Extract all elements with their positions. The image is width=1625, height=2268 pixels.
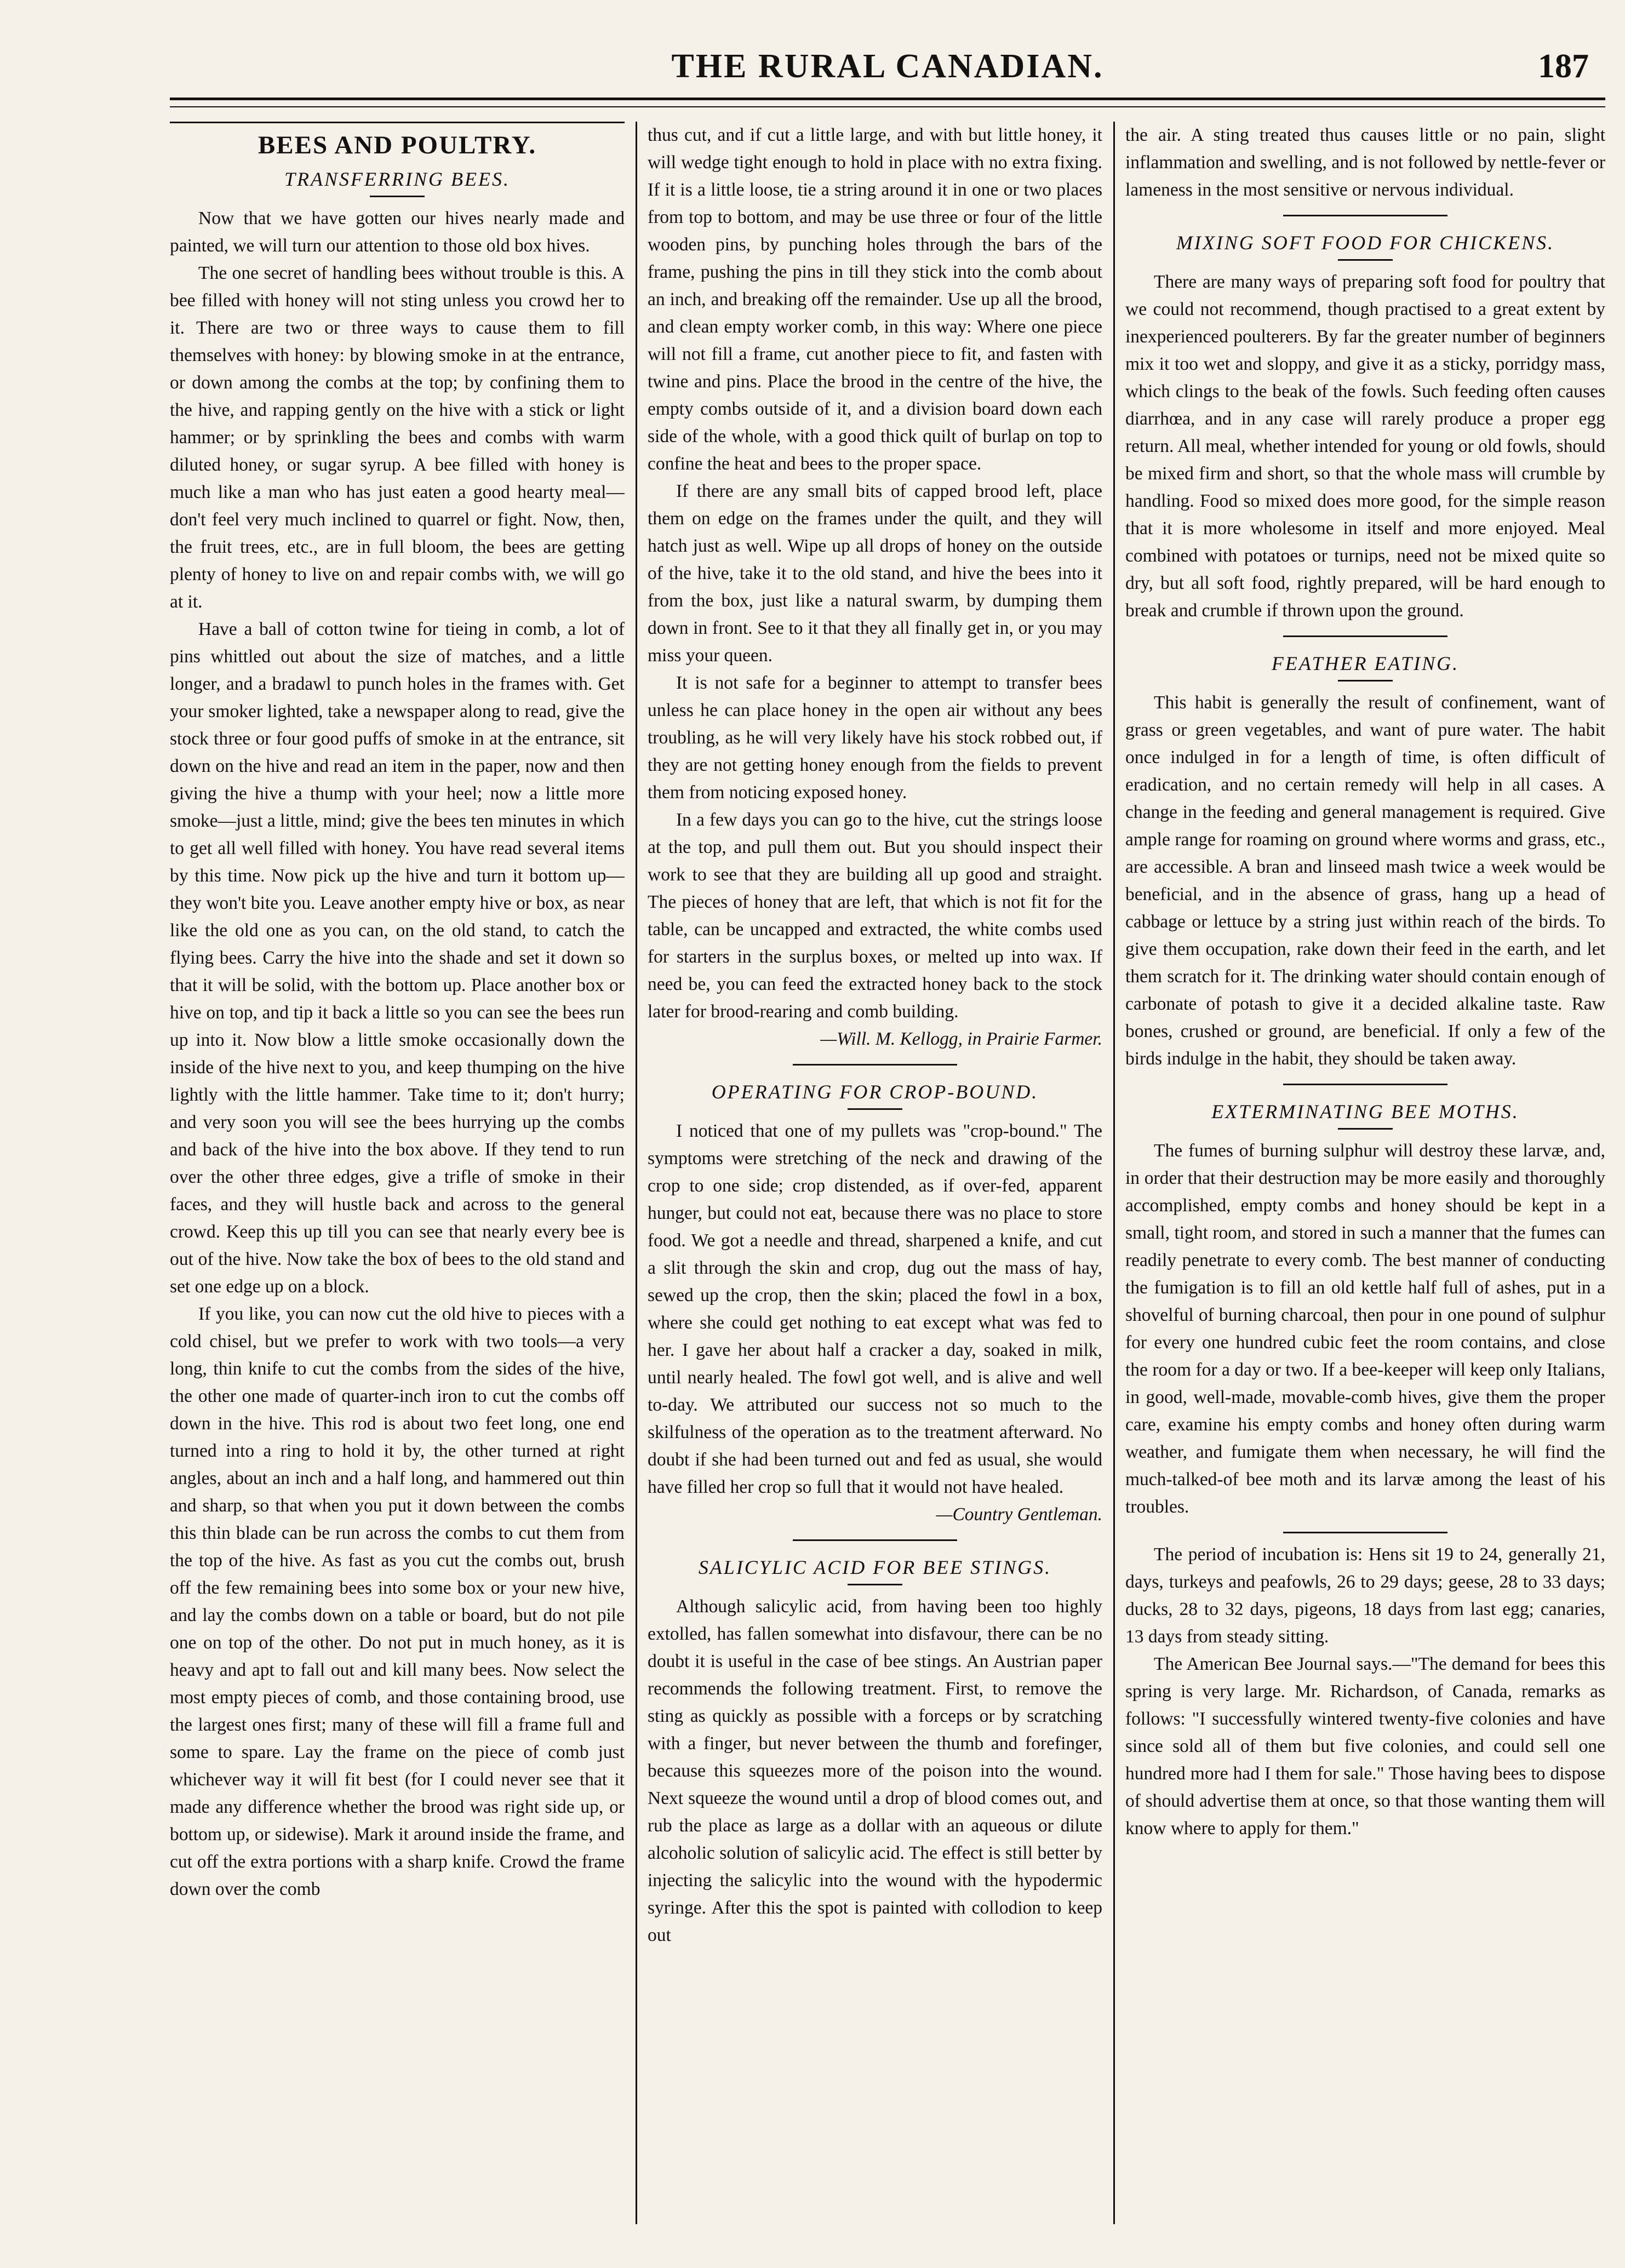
article-paragraph: Now that we have gotten our hives nearly made and painted, we will turn our attention to those old box hives.	[170, 208, 625, 256]
article-paragraph: Although salicylic acid, from having been too highly extolled, has fallen somewhat into disfavour, there can be no doubt it is useful in the case of bee stings. An Austrian paper recommends the following treatment. First, to remove the sting as quickly as possible with a forceps or by scratching with a finger, but never between the thumb and forefinger, because this squeezes more of the poison into the wound. Next squeeze the wound until a drop of blood comes out, and rub the place as large as a dollar with an aqueous or dilute alcoholic solution of salicylic acid. The effect is still better by injecting the salicylic into the wound with the hypodermic syringe. After this the spot is painted with collodion to keep out	[648, 1596, 1102, 1945]
article-separator	[793, 1539, 957, 1541]
column-2	[648, 122, 1102, 2224]
article-heading: FEATHER EATING.	[1271, 652, 1460, 674]
page-number: 187	[1538, 48, 1589, 85]
article-separator	[1283, 1084, 1447, 1085]
article-paragraph: This habit is generally the result of confinement, want of grass or green vegetables, and want of pure water. The habit once indulged in for a length of time, is often difficult of eradication, and no certain remedy will help in all cases. A change in the feeding and general management is required. Give ample range for roaming on ground where worms and grass, etc., are accessible. A bran and linseed mash twice a week would be beneficial, and in the absence of grass, hang up a head of cabbage or lettuce by a string just within reach of the birds. To give them occupation, rake down their feed in the earth, and let them scratch for it. The drinking water should contain enough of carbonate of potash to give it a decided alkaline taste. Raw bones, crushed or ground, are beneficial. If only a few of the birds indulge in the habit, they should be taken away.	[1125, 692, 1605, 1069]
section-title: BEES AND POULTRY.	[170, 122, 625, 163]
column-3	[1125, 122, 1605, 2224]
article-paragraph: The fumes of burning sulphur will destroy these larvæ, and, in order that their destruction may be more easily and thoroughly accomplished, empty combs and honey should be kept in a small, tight room, and stored in such a manner that the fumes can readily penetrate to every comb. The best manner of conducting the fumigation is to fill an old kettle half full of ashes, put in a shovelful of burning charcoal, then pour in one pound of sulphur for every one hundred cubic feet the room contains, and close the room for a day or two. If a bee-keeper will keep only Italians, in good, well-made, movable-comb hives, give them the proper care, examine his empty combs and honey often during warm weather, and fumigate them when necessary, he will find the much-talked-of bee moth and its larvæ among the least of his troubles.	[1125, 1141, 1605, 1517]
column-divider	[636, 122, 637, 2224]
column-divider	[1113, 122, 1115, 2224]
heading-rule	[370, 196, 425, 197]
article-paragraph: The American Bee Journal says.—"The demand for bees this spring is very large. Mr. Richardson, of Canada, remarks as follows: "I successfully wintered twenty-five colonies and have since sold all of them but five colonies, and could sell one hundred more had I them for sale." Those having bees to dispose of should advertise them at once, so that those wanting them will know where to apply for them."	[1125, 1654, 1605, 1839]
article-paragraph: Have a ball of cotton twine for tieing in comb, a lot of pins whittled out about the size of matches, and a little longer, and a bradawl to punch holes in the frames with. Get your smoker lighted, take a newspaper along to read, give the stock three or four good puffs of smoke in at the entrance, sit down on the hive and read an item in the paper, now and then giving the hive a thump with your heel; now a little more smoke—just a little, mind; give the bees ten minutes in which to get all well filled with honey. You have read several items by this time. Now pick up the hive and turn it bottom up—they won't bite you. Leave another empty hive or box, as near like the old one as you can, on the old stand, to catch the flying bees. Carry the hive into the shade and set it down so that it will be solid, with the bottom up. Place another box or hive on top, and tip it back a little so you can see the bees run up into it. Now blow a little smoke occasionally down the inside of the hive next to you, and keep thumping on the hive lightly with the little hammer. Take time to it; don't hurry; and very soon you will see the bees hurrying up the combs and back of the hive into the box above. If they tend to run over the other three edges, give a trifle of smoke in their faces, and they will hustle back and across to the general crowd. Keep this up till you can see that nearly every bee is out of the hive. Now take the box of bees to the old stand and set one edge up on a block.	[170, 619, 625, 1297]
heading-rule	[1338, 680, 1393, 681]
column-1	[170, 122, 625, 2224]
article-paragraph: the air. A sting treated thus causes little or no pain, slight inflammation and swelling, and is not followed by nettle-fever or lameness in the most sensitive or nervous individual.	[1125, 125, 1605, 200]
newspaper-title: THE RURAL CANADIAN.	[671, 48, 1104, 85]
article-credit: —Country Gentleman.	[936, 1504, 1102, 1525]
heading-rule	[848, 1584, 902, 1585]
masthead-rule-thick	[170, 98, 1605, 100]
heading-rule	[1338, 1128, 1393, 1130]
article-paragraph: In a few days you can go to the hive, cut the strings loose at the top, and pull them out. But you should inspect their work to see that they are building all up good and straight. The pieces of honey that are left, that which is not fit for the table, can be uncapped and extracted, the white combs used for starters in the surplus boxes, or melted up into wax. If need be, you can feed the extracted honey back to the stock later for brood-rearing and comb building.	[648, 810, 1102, 1022]
article-heading: EXTERMINATING BEE MOTHS.	[1211, 1101, 1519, 1122]
article-paragraph: thus cut, and if cut a little large, and with but little honey, it will wedge tight enough to hold in place with no extra fixing. If it is a little loose, tie a string around it in one or two places from top to bottom, and may be use three or four of the little wooden pins, by punching holes through the bars of the frame, pushing the pins in till they stick into the comb about an inch, and breaking off the remainder. Use up all the brood, and clean empty worker comb, in this way: Where one piece will not fill a frame, cut another piece to fit, and fasten with twine and pins. Place the brood in the centre of the hive, the empty combs outside of it, and a division board down each side of the whole, with a good thick quilt of burlap on top to confine the heat and bees to the proper space.	[648, 125, 1102, 474]
article-separator	[1283, 635, 1447, 637]
masthead-rule-thin	[170, 106, 1605, 107]
article-paragraph: If there are any small bits of capped brood left, place them on edge on the frames under the quilt, and they will hatch just as well. Wipe up all drops of honey on the outside of the hive, take it to the old stand, and hive the bees into it from the box, just like a natural swarm, by dumping them down in front. See to it that they all finally get in, or you may miss your queen.	[648, 481, 1102, 666]
article-heading: MIXING SOFT FOOD FOR CHICKENS.	[1176, 232, 1555, 254]
article-paragraph: It is not safe for a beginner to attempt to transfer bees unless he can place honey in the open air without any bees troubling, as he will very likely have his stock robbed out, if they are not getting honey enough from the fields to prevent them from noticing exposed honey.	[648, 673, 1102, 803]
article-paragraph: If you like, you can now cut the old hive to pieces with a cold chisel, but we prefer to work with two tools—a very long, thin knife to cut the combs from the sides of the hive, the other one made of quarter-inch iron to cut the combs off down in the hive. This rod is about two feet long, one end turned into a ring to hold it by, the other turned at right angles, about an inch and a half long, and hammered out thin and sharp, so that when you put it down between the combs this thin blade can be run across the combs to cut them from the top of the hive. As fast as you cut the combs out, brush off the few remaining bees into some box or your new hive, and lay the combs down on a table or board, but do not pile one on top of the other. Do not put in much honey, as it is heavy and apt to fall out and kill many bees. Now select the most empty pieces of comb, and those containing brood, use the largest ones first; many of these will fill a frame full and some to spare. Lay the frame on the piece of comb just whichever way it will fit best (for I could never see that it made any difference whether the brood was right side up, or bottom up, or sidewise). Mark it around inside the frame, and cut off the extra portions with a sharp knife. Crowd the frame down over the comb	[170, 1304, 625, 1899]
article-separator	[793, 1064, 957, 1066]
article-separator	[1283, 1532, 1447, 1533]
article-heading: SALICYLIC ACID FOR BEE STINGS.	[698, 1556, 1052, 1578]
masthead	[170, 37, 1605, 92]
heading-rule	[1338, 259, 1393, 261]
article-paragraph: The period of incubation is: Hens sit 19 to 24, generally 21, days, turkeys and peafowls, 26 to 29 days; geese, 28 to 33 days; ducks, 28 to 32 days, pigeons, 18 days from last egg; canaries, 13 days from steady sitting.	[1125, 1544, 1605, 1647]
heading-rule	[848, 1108, 902, 1110]
article-paragraph: The one secret of handling bees without trouble is this. A bee filled with honey will not sting unless you crowd her to it. There are two or three ways to cause them to fill themselves with honey: by blowing smoke in at the entrance, or down among the combs at the top; by confining them to the hive, and rapping gently on the hive with a stick or light hammer; or by sprinkling the bees and combs with warm diluted honey, or sugar syrup. A bee filled with honey is much like a man who has just eaten a good hearty meal—don't feel very much inclined to quarrel or fight. Now, then, the fruit trees, etc., are in full bloom, the bees are getting plenty of honey to live on and repair combs with, we will go at it.	[170, 263, 625, 612]
article-credit: —Will. M. Kellogg, in Prairie Farmer.	[820, 1029, 1102, 1049]
article-separator	[1283, 215, 1447, 216]
article-paragraph: I noticed that one of my pullets was "crop-bound." The symptoms were stretching of the neck and drawing of the crop to one side; crop distended, as if over-fed, apparent hunger, but could not eat, because there was no place to store food. We got a needle and thread, sharpened a knife, and cut a slit through the skin and crop, dug out the mass of hay, sewed up the crop, then the skin; placed the fowl in a box, where she could get nothing to eat except what was fed to her. I gave her about half a cracker a day, soaked in milk, until nearly healed. The fowl got well, and is alive and well to-day. We attributed our success not so much to the skilfulness of the operation as to the treatment afterward. No doubt if she had been turned out and fed as usual, she would have filled her crop so full that it would not have healed.	[648, 1121, 1102, 1497]
article-paragraph: There are many ways of preparing soft food for poultry that we could not recommend, though practised to a great extent by inexperienced poulterers. By far the greater number of beginners mix it too wet and sloppy, and give it as a sticky, porridgy mass, which clings to the beak of the fowls. Such feeding often causes diarrhœa, and in any case will rarely produce a proper egg return. All meal, whether intended for young or old fowls, should be mixed firm and short, so that the whole mass will crumble by handling. Food so mixed does more good, for the simple reason that it is more wholesome in itself and more enjoyed. Meal combined with potatoes or turnips, need not be mixed quite so dry, but all soft food, rightly prepared, will be hard enough to break and crumble if thrown upon the ground.	[1125, 272, 1605, 621]
article-heading: TRANSFERRING BEES.	[284, 168, 510, 190]
article-heading: OPERATING FOR CROP-BOUND.	[711, 1081, 1039, 1103]
